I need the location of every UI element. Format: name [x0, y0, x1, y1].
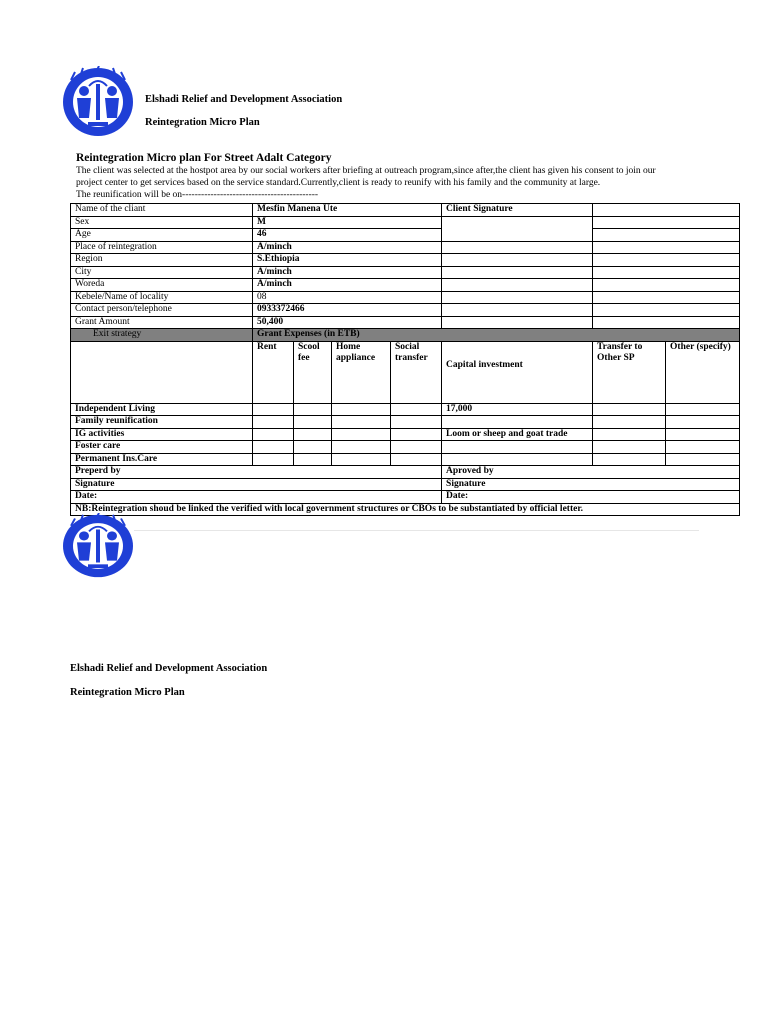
row-label: Foster care	[71, 441, 253, 454]
blank-cell	[442, 254, 593, 267]
signature-box	[442, 216, 593, 241]
blank-cell	[253, 453, 294, 466]
table-row	[71, 503, 740, 516]
col-school-fee: Scool fee	[294, 341, 332, 403]
blank-cell	[666, 441, 740, 454]
row-label: IG activities	[71, 428, 253, 441]
woreda-label: Woreda	[71, 279, 253, 292]
blank-cell	[294, 416, 332, 429]
blank-cell	[442, 316, 593, 329]
blank-cell	[666, 416, 740, 429]
approved-date-label: Date:	[442, 491, 740, 504]
capital-value	[442, 453, 593, 466]
blank-cell	[442, 304, 593, 317]
col-transfer-other-sp: Transfer to Other SP	[593, 341, 666, 403]
table-row	[71, 329, 740, 342]
blank-cell	[442, 266, 593, 279]
blank-cell	[253, 441, 294, 454]
capital-value: Loom or sheep and goat trade	[442, 428, 593, 441]
place-value: A/minch	[253, 241, 442, 254]
exit-strategy-label: Exit strategy	[71, 329, 253, 342]
grant-value: 50,400	[253, 316, 442, 329]
blank-cell	[253, 416, 294, 429]
row-label: Independent Living	[71, 403, 253, 416]
table-row	[71, 441, 740, 454]
capital-value: 17,000	[442, 403, 593, 416]
contact-value: 0933372466	[253, 304, 442, 317]
blank-cell	[391, 428, 442, 441]
table-row	[71, 403, 740, 416]
client-signature-label: Client Signature	[442, 204, 593, 217]
blank-cell	[71, 341, 253, 403]
blank-cell	[294, 403, 332, 416]
blank-cell	[294, 453, 332, 466]
woreda-value: A/minch	[253, 279, 442, 292]
blank-cell	[253, 428, 294, 441]
row-label: Family reunification	[71, 416, 253, 429]
table-row	[71, 341, 740, 403]
row-label: Permanent Ins.Care	[71, 453, 253, 466]
table-row	[71, 204, 740, 217]
name-value: Mesfin Manena Ute	[253, 204, 442, 217]
table-row	[71, 304, 740, 317]
organization-logo-footer	[61, 513, 135, 579]
table-row	[71, 428, 740, 441]
table-row	[71, 279, 740, 292]
blank-cell	[593, 316, 740, 329]
intro-paragraph	[76, 165, 741, 201]
approved-by-label: Aproved by	[442, 466, 740, 479]
blank-cell	[593, 279, 740, 292]
blank-cell	[593, 428, 666, 441]
blank-cell	[593, 441, 666, 454]
blank-cell	[294, 428, 332, 441]
blank-cell	[391, 416, 442, 429]
table-row	[71, 229, 740, 242]
footer-org-name: Elshadi Relief and Development Association	[70, 663, 268, 674]
blank-cell	[332, 416, 391, 429]
table-row	[71, 266, 740, 279]
table-row	[71, 478, 740, 491]
city-value: A/minch	[253, 266, 442, 279]
blank-cell	[391, 453, 442, 466]
blank-cell	[294, 441, 332, 454]
blank-cell	[593, 216, 740, 229]
col-other: Other (specify)	[666, 341, 740, 403]
table-row	[71, 453, 740, 466]
organization-logo	[61, 66, 135, 138]
intro-line-1: The client was selected at the hostpot area by our social workers after briefing at outreach program,since after,the client has given his consent to join our	[76, 166, 656, 176]
blank-cell	[442, 279, 593, 292]
prepared-by-label: Preperd by	[71, 466, 442, 479]
blank-cell	[593, 266, 740, 279]
divider-line	[134, 530, 699, 531]
contact-label: Contact person/telephone	[71, 304, 253, 317]
blank-cell	[332, 441, 391, 454]
blank-cell	[593, 416, 666, 429]
blank-cell	[332, 453, 391, 466]
col-home-appliance: Home appliance	[332, 341, 391, 403]
doc-subtitle: Reintegration Micro Plan	[145, 117, 260, 128]
blank-cell	[593, 304, 740, 317]
blank-cell	[666, 453, 740, 466]
sex-value: M	[253, 216, 442, 229]
blank-cell	[666, 403, 740, 416]
blank-cell	[253, 403, 294, 416]
table-row	[71, 316, 740, 329]
kebele-value: 08	[253, 291, 442, 304]
blank-cell	[391, 441, 442, 454]
age-label: Age	[71, 229, 253, 242]
table-row	[71, 466, 740, 479]
city-label: City	[71, 266, 253, 279]
table-row	[71, 241, 740, 254]
blank-cell	[593, 403, 666, 416]
blank-cell	[593, 241, 740, 254]
table-row	[71, 216, 740, 229]
table-row	[71, 291, 740, 304]
place-label: Place of reintegration	[71, 241, 253, 254]
name-label: Name of the cliant	[71, 204, 253, 217]
grant-label: Grant Amount	[71, 316, 253, 329]
blank-cell	[332, 403, 391, 416]
note-text: NB:Reintegration shoud be linked the verified with local government structures or CBOs to be substantiated by official letter.	[71, 503, 740, 516]
col-capital-investment: Capital investment	[442, 341, 593, 403]
capital-value	[442, 441, 593, 454]
blank-cell	[593, 291, 740, 304]
capital-value	[442, 416, 593, 429]
col-social-transfer: Social transfer	[391, 341, 442, 403]
blank-cell	[593, 254, 740, 267]
prepared-date-label: Date:	[71, 491, 442, 504]
table-row	[71, 416, 740, 429]
region-label: Region	[71, 254, 253, 267]
sex-label: Sex	[71, 216, 253, 229]
region-value: S.Ethiopia	[253, 254, 442, 267]
reintegration-plan-table	[70, 203, 740, 516]
blank-cell	[442, 291, 593, 304]
blank-cell	[666, 428, 740, 441]
intro-line-2: project center to get services based on the service standard.Currently,client is ready to reunify with his family and the community at large.	[76, 178, 601, 188]
blank-cell	[593, 453, 666, 466]
age-value: 46	[253, 229, 442, 242]
prepared-signature-label: Signature	[71, 478, 442, 491]
table-row	[71, 254, 740, 267]
org-name: Elshadi Relief and Development Association	[145, 94, 343, 105]
blank-cell	[442, 241, 593, 254]
blank-cell	[593, 204, 740, 217]
kebele-label: Kebele/Name of locality	[71, 291, 253, 304]
blank-cell	[593, 229, 740, 242]
intro-line-3: The reunification will be on-------------------------------------------	[76, 190, 319, 200]
grant-expenses-label: Grant Expenses (in ETB)	[253, 329, 740, 342]
document-title: Reintegration Micro plan For Street Adalt Category	[76, 152, 332, 164]
table-row	[71, 491, 740, 504]
blank-cell	[391, 403, 442, 416]
approved-signature-label: Signature	[442, 478, 740, 491]
col-rent: Rent	[253, 341, 294, 403]
blank-cell	[332, 428, 391, 441]
footer-subtitle: Reintegration Micro Plan	[70, 687, 185, 698]
